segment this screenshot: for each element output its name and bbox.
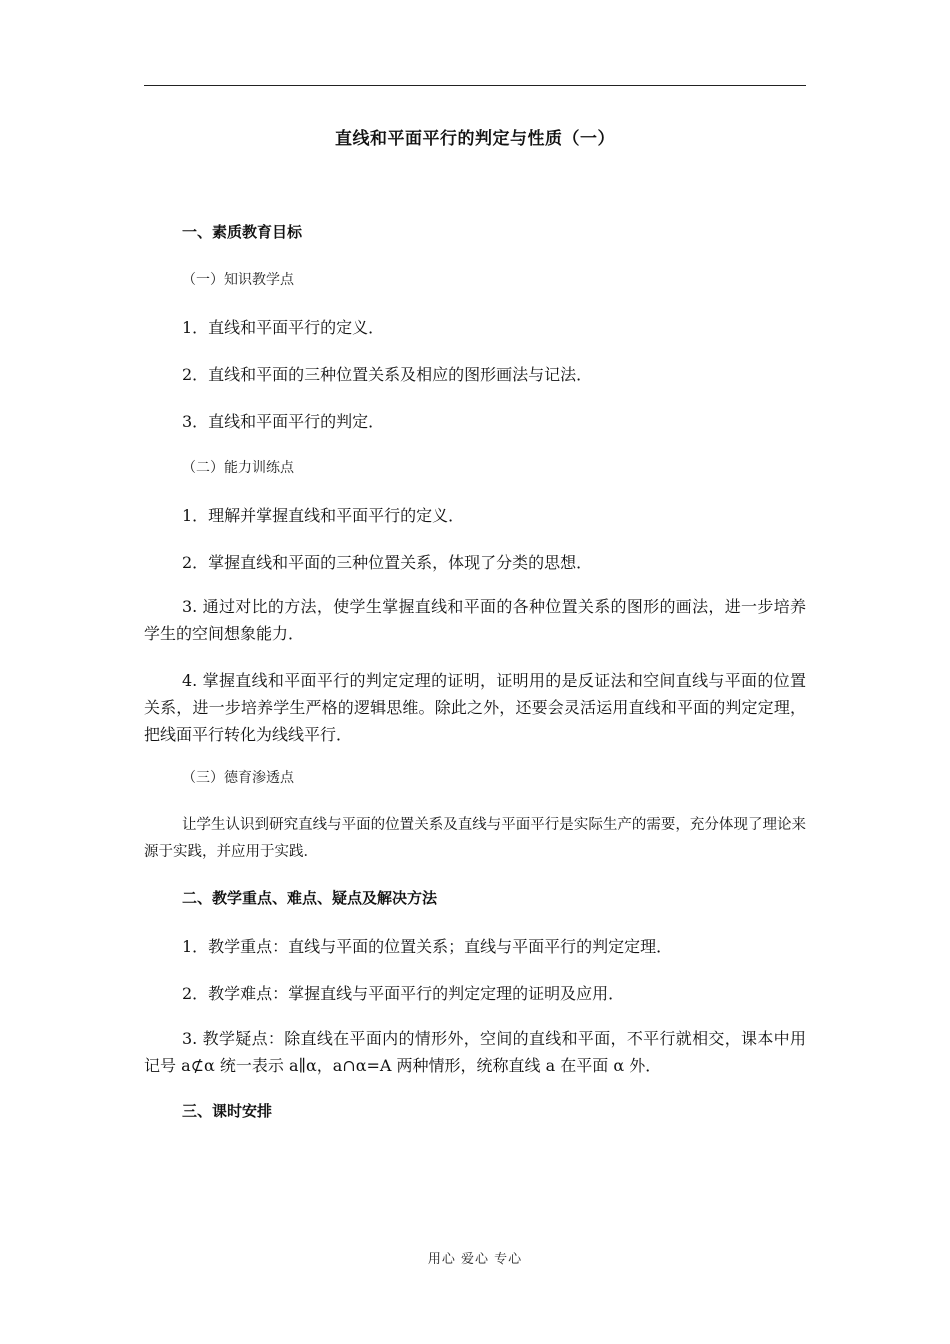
list-item: 4. 掌握直线和平面平行的判定定理的证明，证明用的是反证法和空间直线与平面的位置关系，进一步培养学生严格的逻辑思维。除此之外，还要会灵活运用直线和平面的判定定理，把线面平行转化为线线平行． <box>144 671 806 744</box>
list-item: 1．教学重点：直线与平面的位置关系；直线与平面平行的判定定理． <box>182 937 673 956</box>
section-heading-schedule: 三、课时安排 <box>182 1102 273 1120</box>
section-heading-goals: 一、素质教育目标 <box>182 223 303 241</box>
header-rule <box>144 85 806 86</box>
paragraph-moral: 让学生认识到研究直线与平面的位置关系及直线与平面平行是实际生产的需要，充分体现了理论来源于实践，并应用于实践． <box>144 817 806 860</box>
page-footer: 用心 爱心 专心 <box>427 1252 523 1267</box>
list-item: 3．直线和平面平行的判定． <box>182 412 385 431</box>
section-heading-key-points: 二、教学重点、难点、疑点及解决方法 <box>182 889 438 907</box>
list-item: 2．掌握直线和平面的三种位置关系，体现了分类的思想． <box>182 553 593 572</box>
subheading-ability: （二）能力训练点 <box>182 460 294 476</box>
subheading-knowledge: （一）知识教学点 <box>182 272 294 288</box>
document-title: 直线和平面平行的判定与性质（一） <box>335 129 615 149</box>
list-item: 2．教学难点：掌握直线与平面平行的判定定理的证明及应用． <box>182 984 625 1003</box>
subheading-moral: （三）德育渗透点 <box>182 770 294 786</box>
list-item: 1．理解并掌握直线和平面平行的定义． <box>182 506 465 525</box>
list-item: 3. 通过对比的方法，使学生掌握直线和平面的各种位置关系的图形的画法，进一步培养学生的空间想象能力． <box>144 597 806 643</box>
list-item: 2．直线和平面的三种位置关系及相应的图形画法与记法． <box>182 365 593 384</box>
list-item: 1．直线和平面平行的定义． <box>182 318 385 337</box>
list-item: 3. 教学疑点：除直线在平面内的情形外，空间的直线和平面，不平行就相交，课本中用记号 a⊄α 统一表示 a∥α，a∩α=A 两种情形，统称直线 a 在平面 α 外． <box>144 1029 806 1075</box>
